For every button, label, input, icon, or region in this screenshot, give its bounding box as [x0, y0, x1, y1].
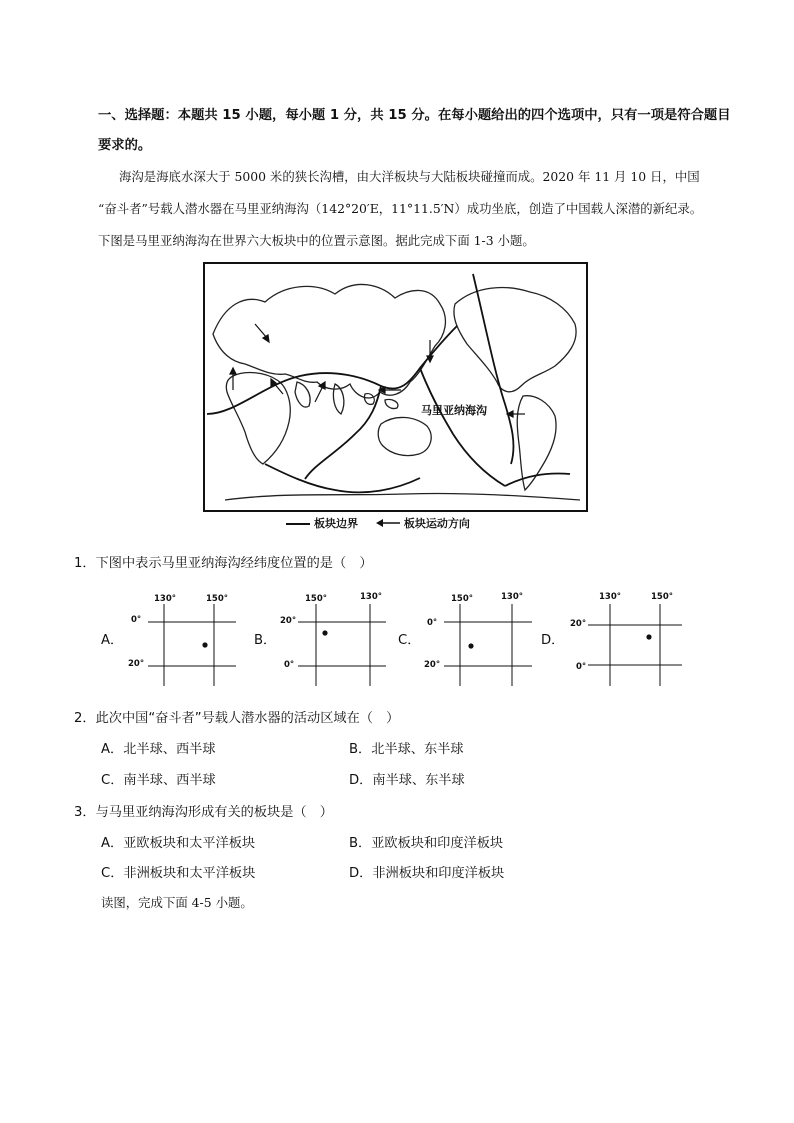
q1-b-lat-top: 20°	[280, 616, 297, 626]
map-legend	[286, 515, 470, 531]
q1-b-lat-bottom: 0°	[284, 660, 295, 670]
q2-option-c[interactable]: C．南半球、西半球	[101, 773, 216, 788]
q1-option-c-grid[interactable]	[424, 590, 536, 688]
legend-boundary-line	[286, 523, 310, 525]
arrow-left-icon	[376, 517, 400, 530]
q1-option-b-grid[interactable]	[278, 590, 390, 688]
closing-instruction: 读图，完成下面 4-5 小题。	[101, 895, 253, 910]
q2-option-b[interactable]: B．北半球、东半球	[349, 742, 464, 757]
section-heading-line2: 要求的。	[98, 138, 152, 153]
section-heading-line1: 一、选择题：本题共 15 小题，每小题 1 分，共 15 分。在每小题给出的四个选项中，只有一项是符合题目	[98, 108, 731, 123]
passage-line1: 海沟是海底水深大于 5000 米的狭长沟槽，由大洋板块与大陆板块碰撞而成。2020 年 11 月 10 日，中国	[119, 169, 700, 184]
q1-stem: 1．下图中表示马里亚纳海沟经纬度位置的是（ ）	[74, 556, 373, 571]
q3-option-a[interactable]: A．亚欧板块和太平洋板块	[101, 836, 256, 851]
q1-c-lat-top: 0°	[427, 618, 438, 628]
q1-option-d-letter[interactable]: D．	[541, 633, 565, 648]
passage-line3: 下图是马里亚纳海沟在世界六大板块中的位置示意图。据此完成下面 1-3 小题。	[98, 233, 535, 248]
q1-d-lon-right: 150°	[651, 592, 673, 602]
q1-a-lon-right: 150°	[206, 594, 228, 604]
q3-stem: 3．与马里亚纳海沟形成有关的板块是（ ）	[74, 805, 333, 820]
q1-a-lat-top: 0°	[131, 615, 142, 625]
trench-label: 马里亚纳海沟	[421, 404, 487, 417]
q1-d-lon-left: 130°	[599, 592, 621, 602]
passage-line2: “奋斗者”号载人潜水器在马里亚纳海沟（142°20′E，11°11.5′N）成功坐底，创造了中国载人深潜的新纪录。	[98, 201, 703, 216]
legend-boundary-label: 板块边界	[314, 517, 358, 530]
q1-a-lat-bottom: 20°	[128, 659, 145, 669]
q1-d-lat-top: 20°	[570, 619, 587, 629]
q1-option-b-letter[interactable]: B．	[254, 633, 277, 648]
q1-c-lon-right: 130°	[501, 592, 523, 602]
q1-option-d-grid[interactable]	[570, 590, 686, 688]
q1-option-a-letter[interactable]: A．	[101, 633, 124, 648]
q1-c-lon-left: 150°	[451, 594, 473, 604]
q1-option-c-letter[interactable]: C．	[398, 633, 421, 648]
q1-b-lon-left: 150°	[305, 594, 327, 604]
q2-option-a[interactable]: A．北半球、西半球	[101, 742, 216, 757]
q1-d-lat-bottom: 0°	[576, 662, 587, 672]
plate-map-drawing	[205, 264, 586, 510]
q3-option-b[interactable]: B．亚欧板块和印度洋板块	[349, 836, 504, 851]
q1-b-lon-right: 130°	[360, 592, 382, 602]
q1-a-lon-left: 130°	[154, 594, 176, 604]
legend-motion-label: 板块运动方向	[403, 517, 470, 530]
plate-map	[203, 262, 588, 512]
q3-option-d[interactable]: D．非洲板块和印度洋板块	[349, 866, 505, 881]
q2-stem: 2．此次中国“奋斗者”号载人潜水器的活动区域在（ ）	[74, 711, 400, 726]
q3-option-c[interactable]: C．非洲板块和太平洋板块	[101, 866, 256, 881]
q1-option-a-grid[interactable]	[128, 590, 240, 688]
q2-option-d[interactable]: D．南半球、东半球	[349, 773, 465, 788]
q1-c-lat-bottom: 20°	[424, 660, 441, 670]
